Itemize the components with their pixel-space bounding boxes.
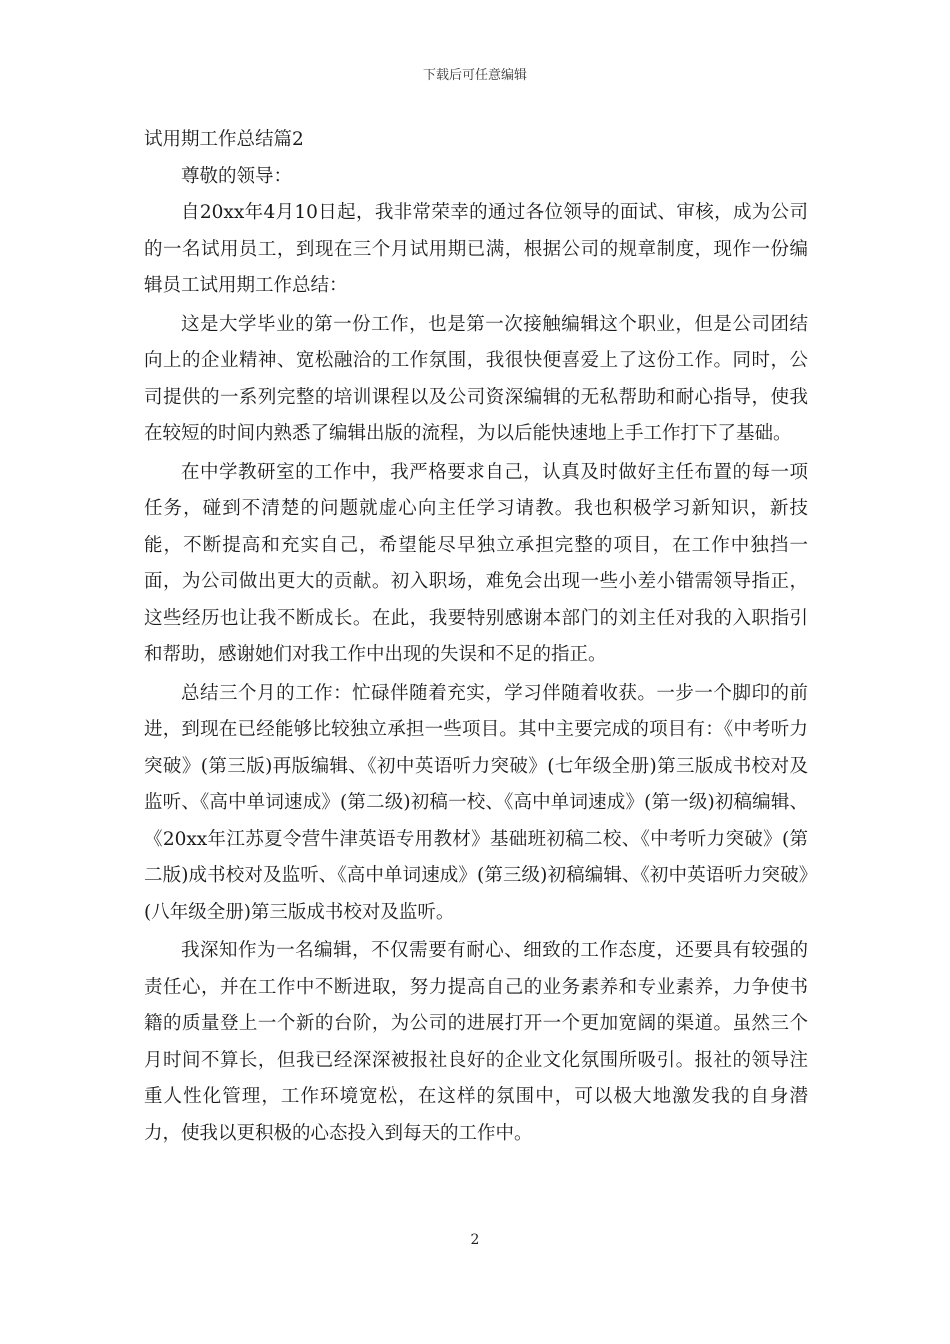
document-title: 试用期工作总结篇2 <box>144 129 304 150</box>
paragraph-first-job: 这是大学毕业的第一份工作，也是第一次接触编辑这个职业，但是公司团结向上的企业精神、宽松融洽的工作氛围，我很快便喜爱上了这份工作。同时，公司提供的一系列完整的培训课程以及公司资深编辑的无私帮助和耐心指导，使我在较短的时间内熟悉了编辑出版的流程，为以后能快速地上手工作打下了基础。 <box>144 313 808 444</box>
document-body <box>144 122 808 1154</box>
greeting: 尊敬的领导： <box>181 165 293 187</box>
paragraph-work-attitude: 在中学教研室的工作中，我严格要求自己，认真及时做好主任布置的每一项任务，碰到不清楚的问题就虚心向主任学习请教。我也积极学习新知识，新技能，不断提高和充实自己，希望能尽早独立承担完整的项目，在工作中独挡一面，为公司做出更大的贡献。初入职场，难免会出现一些小差小错需领导指正，这些经历也让我不断成长。在此，我要特别感谢本部门的刘主任对我的入职指引和帮助，感谢她们对我工作中出现的失误和不足的指正。 <box>144 461 808 665</box>
paragraph-responsibility: 我深知作为一名编辑，不仅需要有耐心、细致的工作态度，还要具有较强的责任心，并在工作中不断进取，努力提高自己的业务素养和专业素养，力争使书籍的质量登上一个新的台阶，为公司的进展打开一个更加宽阔的渠道。虽然三个月时间不算长，但我已经深深被报社良好的企业文化氛围所吸引。报社的领导注重人性化管理，工作环境宽松，在这样的氛围中，可以极大地激发我的自身潜力，使我以更积极的心态投入到每天的工作中。 <box>144 940 808 1144</box>
page-header: 下载后可任意编辑 <box>422 68 527 83</box>
paragraph-intro: 自20xx年4月10日起，我非常荣幸的通过各位领导的面试、审核，成为公司的一名试用员工，到现在三个月试用期已满，根据公司的规章制度，现作一份编辑员工试用期工作总结： <box>144 202 808 296</box>
paragraph-projects: 总结三个月的工作：忙碌伴随着充实，学习伴随着收获。一步一个脚印的前进，到现在已经能够比较独立承担一些项目。其中主要完成的项目有：《中考听力突破》(第三版)再版编辑、《初中英语听力突破》(七年级全册)第三版成书校对及监听、《高中单词速成》(第二级)初稿一校、《高中单词速成》(第一级)初稿编辑、《20xx年江苏夏令营牛津英语专用教材》基础班初稿二校、《中考听力突破》(第二版)成书校对及监听、《高中单词速成》(第三级)初稿编辑、《初中英语听力突破》(八年级全册)第三版成书校对及监听。 <box>144 682 808 923</box>
page-number: 2 <box>470 1232 480 1248</box>
